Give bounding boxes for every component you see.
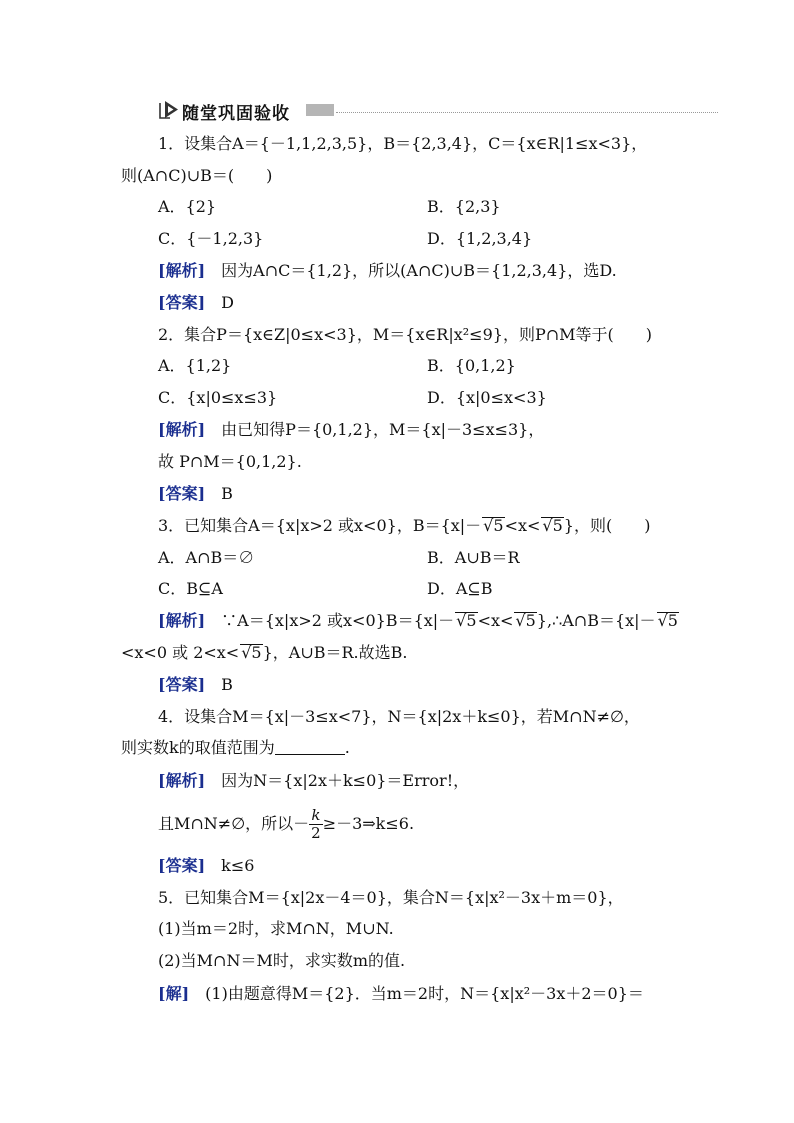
play-box-icon bbox=[158, 100, 180, 120]
sqrt-radical: √5 bbox=[657, 611, 678, 630]
q3-stem-part: 3．已知集合A＝{x|x>2 或x<0}，B＝{x|－ bbox=[158, 516, 482, 535]
q4-analysis-text-1: 因为N＝{x|2x＋k≤0}＝Error!， bbox=[221, 771, 470, 790]
q4-stem-line-1: 4．设集合M＝{x|－3≤x<7}，N＝{x|2x＋k≤0}，若M∩N≠∅， bbox=[158, 707, 640, 726]
q1-answer-text: D bbox=[221, 293, 234, 312]
answer-blank bbox=[275, 738, 345, 755]
solution-tag: [解] bbox=[158, 984, 190, 1003]
sqrt-radicand: 5 bbox=[466, 611, 477, 630]
sqrt-radicand: 5 bbox=[493, 516, 504, 535]
q4-answer bbox=[158, 856, 254, 876]
answer-tag: [答案] bbox=[158, 856, 206, 875]
sqrt-radical: √5 bbox=[542, 516, 563, 535]
header-bar bbox=[306, 104, 334, 116]
q2-option-a: A．{1,2} bbox=[158, 356, 232, 375]
q3-stem-part: <x< bbox=[504, 516, 541, 535]
sqrt-radical: √5 bbox=[456, 611, 477, 630]
analysis-tag: [解析] bbox=[158, 611, 206, 630]
analysis-tag: [解析] bbox=[158, 420, 206, 439]
q4-analysis-line-2 bbox=[158, 806, 414, 842]
q3-answer-text: B bbox=[221, 675, 233, 694]
q2-stem: 2．集合P＝{x∈Z|0≤x<3}，M＝{x∈R|x²≤9}，则P∩M等于( ) bbox=[158, 325, 652, 344]
fraction bbox=[309, 807, 323, 842]
fraction-denominator: 2 bbox=[311, 824, 321, 842]
analysis-tag: [解析] bbox=[158, 261, 206, 280]
sqrt-radical: √5 bbox=[241, 643, 262, 662]
q2-answer-text: B bbox=[221, 484, 233, 503]
q2-analysis bbox=[158, 420, 544, 440]
q5-solution-text: (1)由题意得M＝{2}．当m＝2时，N＝{x|x²－3x＋2＝0}＝ bbox=[205, 984, 644, 1003]
q1-stem-line-2: 则(A∩C)∪B＝( ) bbox=[121, 166, 273, 185]
q5-stem-line-1: 5．已知集合M＝{x|2x－4＝0}，集合N＝{x|x²－3x＋m＝0}， bbox=[158, 888, 624, 907]
q3-option-a: A．A∩B＝∅ bbox=[158, 548, 255, 567]
q3-option-d: D．A⊆B bbox=[427, 579, 493, 598]
q3-stem bbox=[158, 516, 650, 536]
q5-stem-line-2: (1)当m＝2时，求M∩N，M∪N. bbox=[158, 919, 394, 938]
q3-analysis-part: <x<0 或 2<x< bbox=[121, 643, 240, 662]
section-header bbox=[158, 100, 718, 122]
q3-analysis-part: ∵A＝{x|x>2 或x<0}B＝{x|－ bbox=[221, 611, 455, 630]
q4-stem-text: 则实数k的取值范围为 bbox=[121, 738, 275, 757]
sqrt-radicand: 5 bbox=[667, 611, 678, 630]
q4-answer-text: k≤6 bbox=[221, 856, 255, 875]
q3-option-b: B．A∪B＝R bbox=[427, 548, 520, 567]
q3-analysis bbox=[158, 611, 679, 631]
q1-option-c: C．{－1,2,3} bbox=[158, 229, 264, 248]
header-dotted-rule bbox=[336, 112, 718, 113]
q3-option-c: C．B⊆A bbox=[158, 579, 223, 598]
q3-analysis-part: <x< bbox=[477, 611, 514, 630]
q4-analysis-part: 且M∩N≠∅，所以－ bbox=[158, 814, 310, 833]
q2-answer bbox=[158, 484, 233, 504]
q4-stem-line-2 bbox=[121, 738, 350, 758]
q2-analysis-text-1: 由已知得P＝{0,1,2}，M＝{x|－3≤x≤3}， bbox=[221, 420, 545, 439]
q5-solution bbox=[158, 984, 644, 1004]
fraction-numerator: k bbox=[309, 807, 323, 825]
q5-stem-line-3: (2)当M∩N＝M时，求实数m的值. bbox=[158, 951, 406, 970]
q3-analysis-part: }，A∪B＝R.故选B. bbox=[262, 643, 408, 662]
answer-tag: [答案] bbox=[158, 293, 206, 312]
sqrt-radical: √5 bbox=[515, 611, 536, 630]
answer-tag: [答案] bbox=[158, 484, 206, 503]
sqrt-radicand: 5 bbox=[525, 611, 536, 630]
q2-option-b: B．{0,1,2} bbox=[427, 356, 516, 375]
q4-analysis-part: ≥－3⇒k≤6. bbox=[322, 814, 415, 833]
q1-option-b: B．{2,3} bbox=[427, 197, 501, 216]
q2-option-c: C．{x|0≤x≤3} bbox=[158, 388, 278, 407]
q2-option-d: D．{x|0≤x<3} bbox=[427, 388, 547, 407]
section-title: 随堂巩固验收 bbox=[182, 104, 290, 124]
sqrt-radicand: 5 bbox=[251, 643, 262, 662]
q3-analysis-part: },∴A∩B＝{x|－ bbox=[536, 611, 656, 630]
q4-stem-end: . bbox=[344, 738, 350, 757]
sqrt-radical: √5 bbox=[483, 516, 504, 535]
q1-analysis bbox=[158, 261, 617, 281]
answer-tag: [答案] bbox=[158, 675, 206, 694]
q4-analysis bbox=[158, 771, 469, 791]
q3-stem-part: }，则( ) bbox=[563, 516, 651, 535]
q1-option-d: D．{1,2,3,4} bbox=[427, 229, 533, 248]
q3-answer bbox=[158, 675, 233, 695]
q3-analysis-line-2 bbox=[121, 643, 408, 663]
q2-analysis-text-2: 故 P∩M＝{0,1,2}. bbox=[158, 452, 302, 471]
q1-option-a: A．{2} bbox=[158, 197, 217, 216]
analysis-tag: [解析] bbox=[158, 771, 206, 790]
q1-answer bbox=[158, 293, 234, 313]
q1-analysis-text: 因为A∩C＝{1,2}，所以(A∩C)∪B＝{1,2,3,4}，选D. bbox=[221, 261, 617, 280]
sqrt-radicand: 5 bbox=[552, 516, 563, 535]
q1-stem-line-1: 1．设集合A＝{－1,1,2,3,5}，B＝{2,3,4}，C＝{x∈R|1≤x<3}， bbox=[158, 134, 648, 153]
